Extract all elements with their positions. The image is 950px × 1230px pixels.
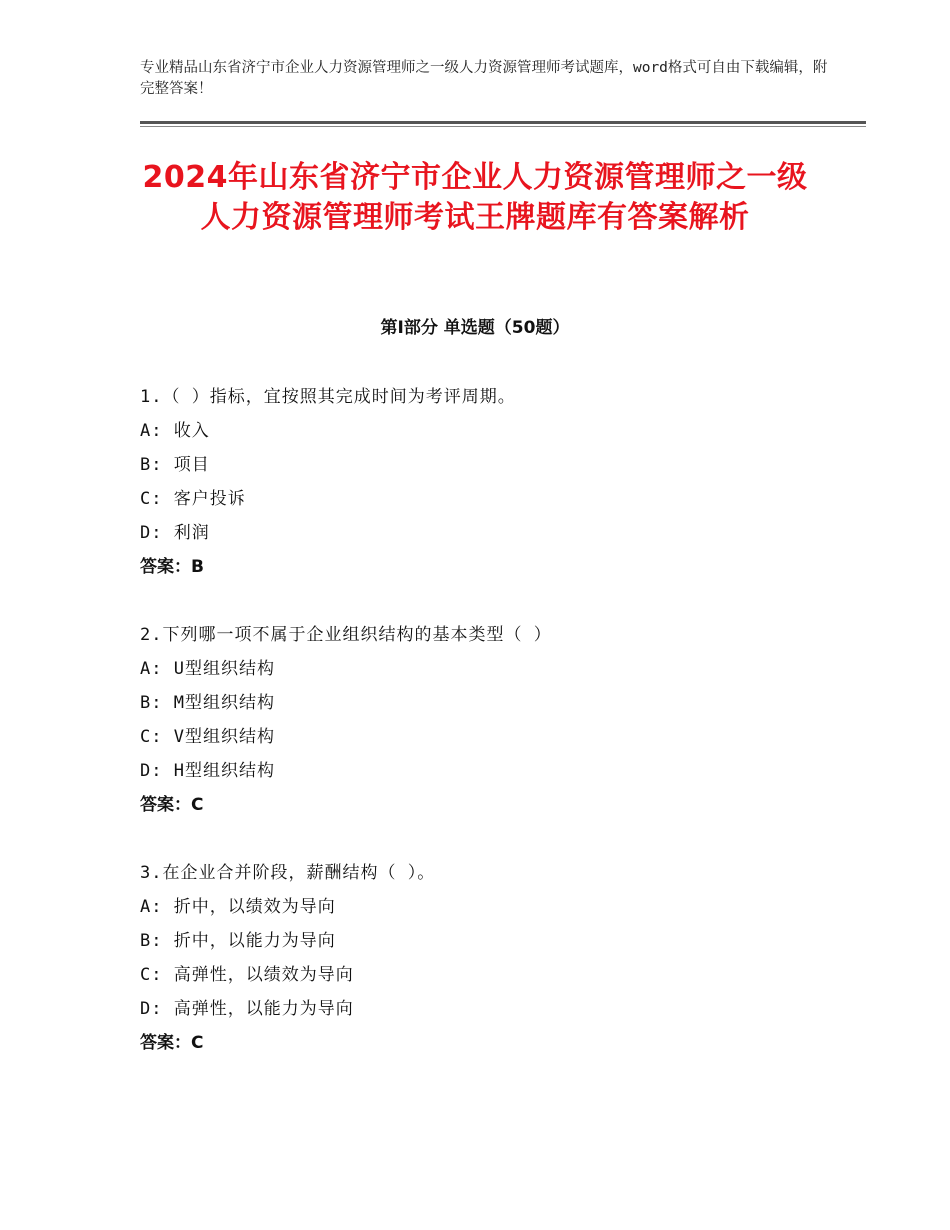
- answer: 答案：C: [140, 795, 204, 815]
- header-rule-thick: [140, 121, 866, 124]
- header-rule-thin: [140, 126, 866, 127]
- option-b: B: M型组织结构: [140, 693, 275, 713]
- question-2: [140, 618, 840, 822]
- option-c: C: V型组织结构: [140, 727, 275, 747]
- answer: 答案：C: [140, 1033, 204, 1053]
- question-1: [140, 380, 840, 584]
- header-note: 专业精品山东省济宁市企业人力资源管理师之一级人力资源管理师考试题库，word格式可自由下载编辑，附完整答案！: [140, 60, 828, 97]
- answer: 答案：B: [140, 557, 204, 577]
- question-3: [140, 856, 840, 1060]
- option-a: A: 收入: [140, 421, 210, 441]
- question-list: [140, 380, 840, 1094]
- option-d: D: 利润: [140, 523, 210, 543]
- option-d: D: H型组织结构: [140, 761, 275, 781]
- option-b: B: 项目: [140, 455, 210, 475]
- question-stem: 3.在企业合并阶段，薪酬结构（ ）。: [140, 863, 436, 883]
- option-b: B: 折中，以能力为导向: [140, 931, 336, 951]
- option-c: C: 客户投诉: [140, 489, 246, 509]
- section-title: 第Ⅰ部分 单选题（50题）: [380, 318, 570, 338]
- option-d: D: 高弹性，以能力为导向: [140, 999, 354, 1019]
- question-stem: 1.（ ）指标，宜按照其完成时间为考评周期。: [140, 387, 516, 407]
- option-c: C: 高弹性，以绩效为导向: [140, 965, 354, 985]
- document-title: 2024年山东省济宁市企业人力资源管理师之一级人力资源管理师考试王牌题库有答案解析: [142, 160, 808, 235]
- option-a: A: U型组织结构: [140, 659, 275, 679]
- option-a: A: 折中，以绩效为导向: [140, 897, 336, 917]
- question-stem: 2.下列哪一项不属于企业组织结构的基本类型（ ）: [140, 625, 552, 645]
